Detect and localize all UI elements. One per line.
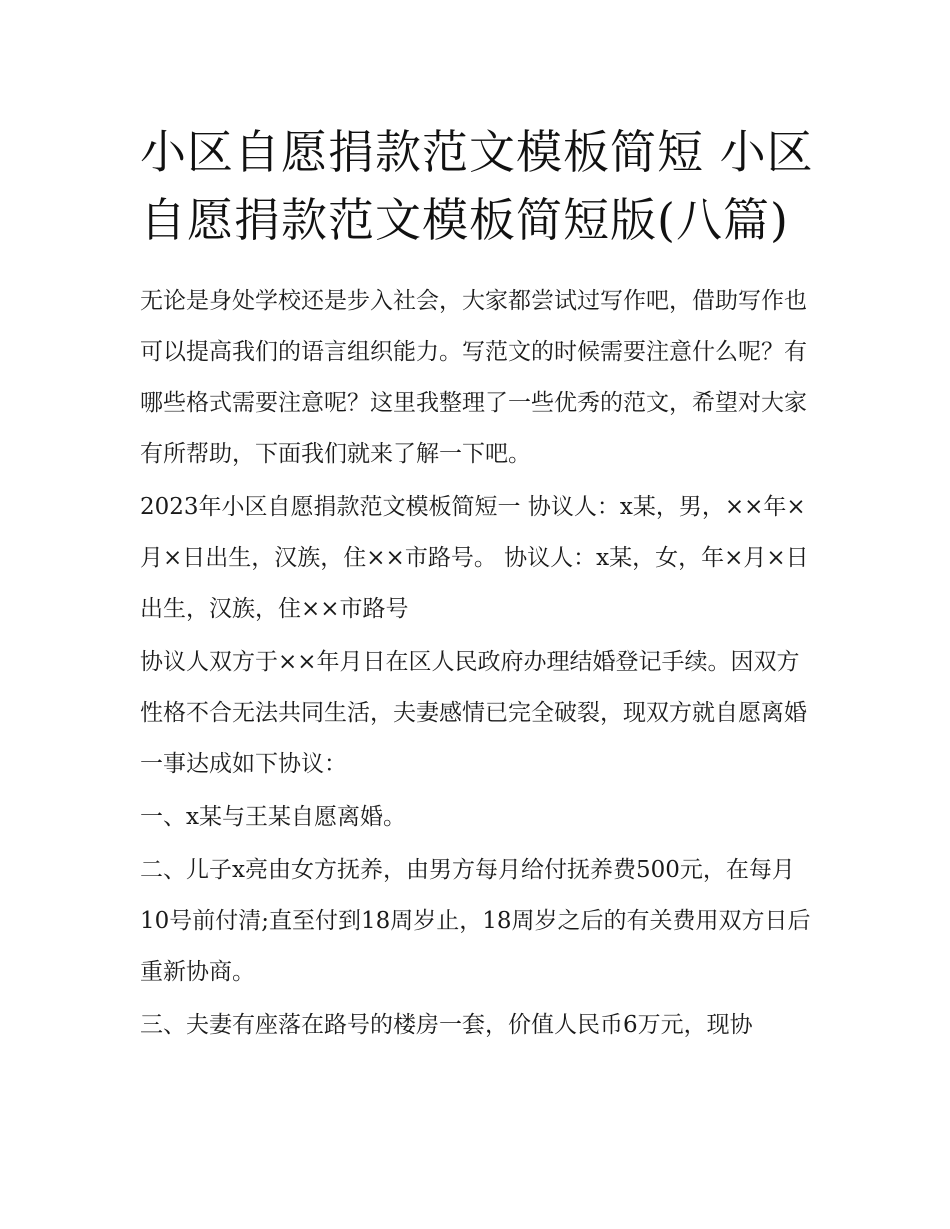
paragraph-agreement: 协议人双方于××年月日在区人民政府办理结婚登记手续。因双方性格不合无法共同生活，夫妻感情已完全破裂，现双方就自愿离婚一事达成如下协议： [140, 649, 807, 777]
paragraph-clause-3: 三、夫妻有座落在路号的楼房一套，价值人民币6万元，现协 [140, 1012, 753, 1038]
paragraph-parties: 2023年小区自愿捐款范文模板简短一 协议人：x某，男，××年×月×日出生，汉族，住××市路号。 协议人：x某，女，年×月×日出生，汉族，住××市路号 [140, 494, 809, 622]
paragraph-intro: 无论是身处学校还是步入社会，大家都尝试过写作吧，借助写作也可以提高我们的语言组织能力。写范文的时候需要注意什么呢？有哪些格式需要注意呢？这里我整理了一些优秀的范文，希望对大家有所帮助，下面我们就来了解一下吧。 [140, 288, 807, 467]
document-title: 小区自愿捐款范文模板简短 小区自愿捐款范文模板简短版(八篇) [140, 125, 814, 247]
document-body [140, 118, 815, 1053]
paragraph-clause-2: 二、儿子x亮由女方抚养，由男方每月给付抚养费500元，在每月10号前付清;直至付到18周岁止，18周岁之后的有关费用双方日后重新协商。 [140, 857, 811, 985]
paragraph-clause-1: 一、x某与王某自愿离婚。 [140, 804, 406, 830]
